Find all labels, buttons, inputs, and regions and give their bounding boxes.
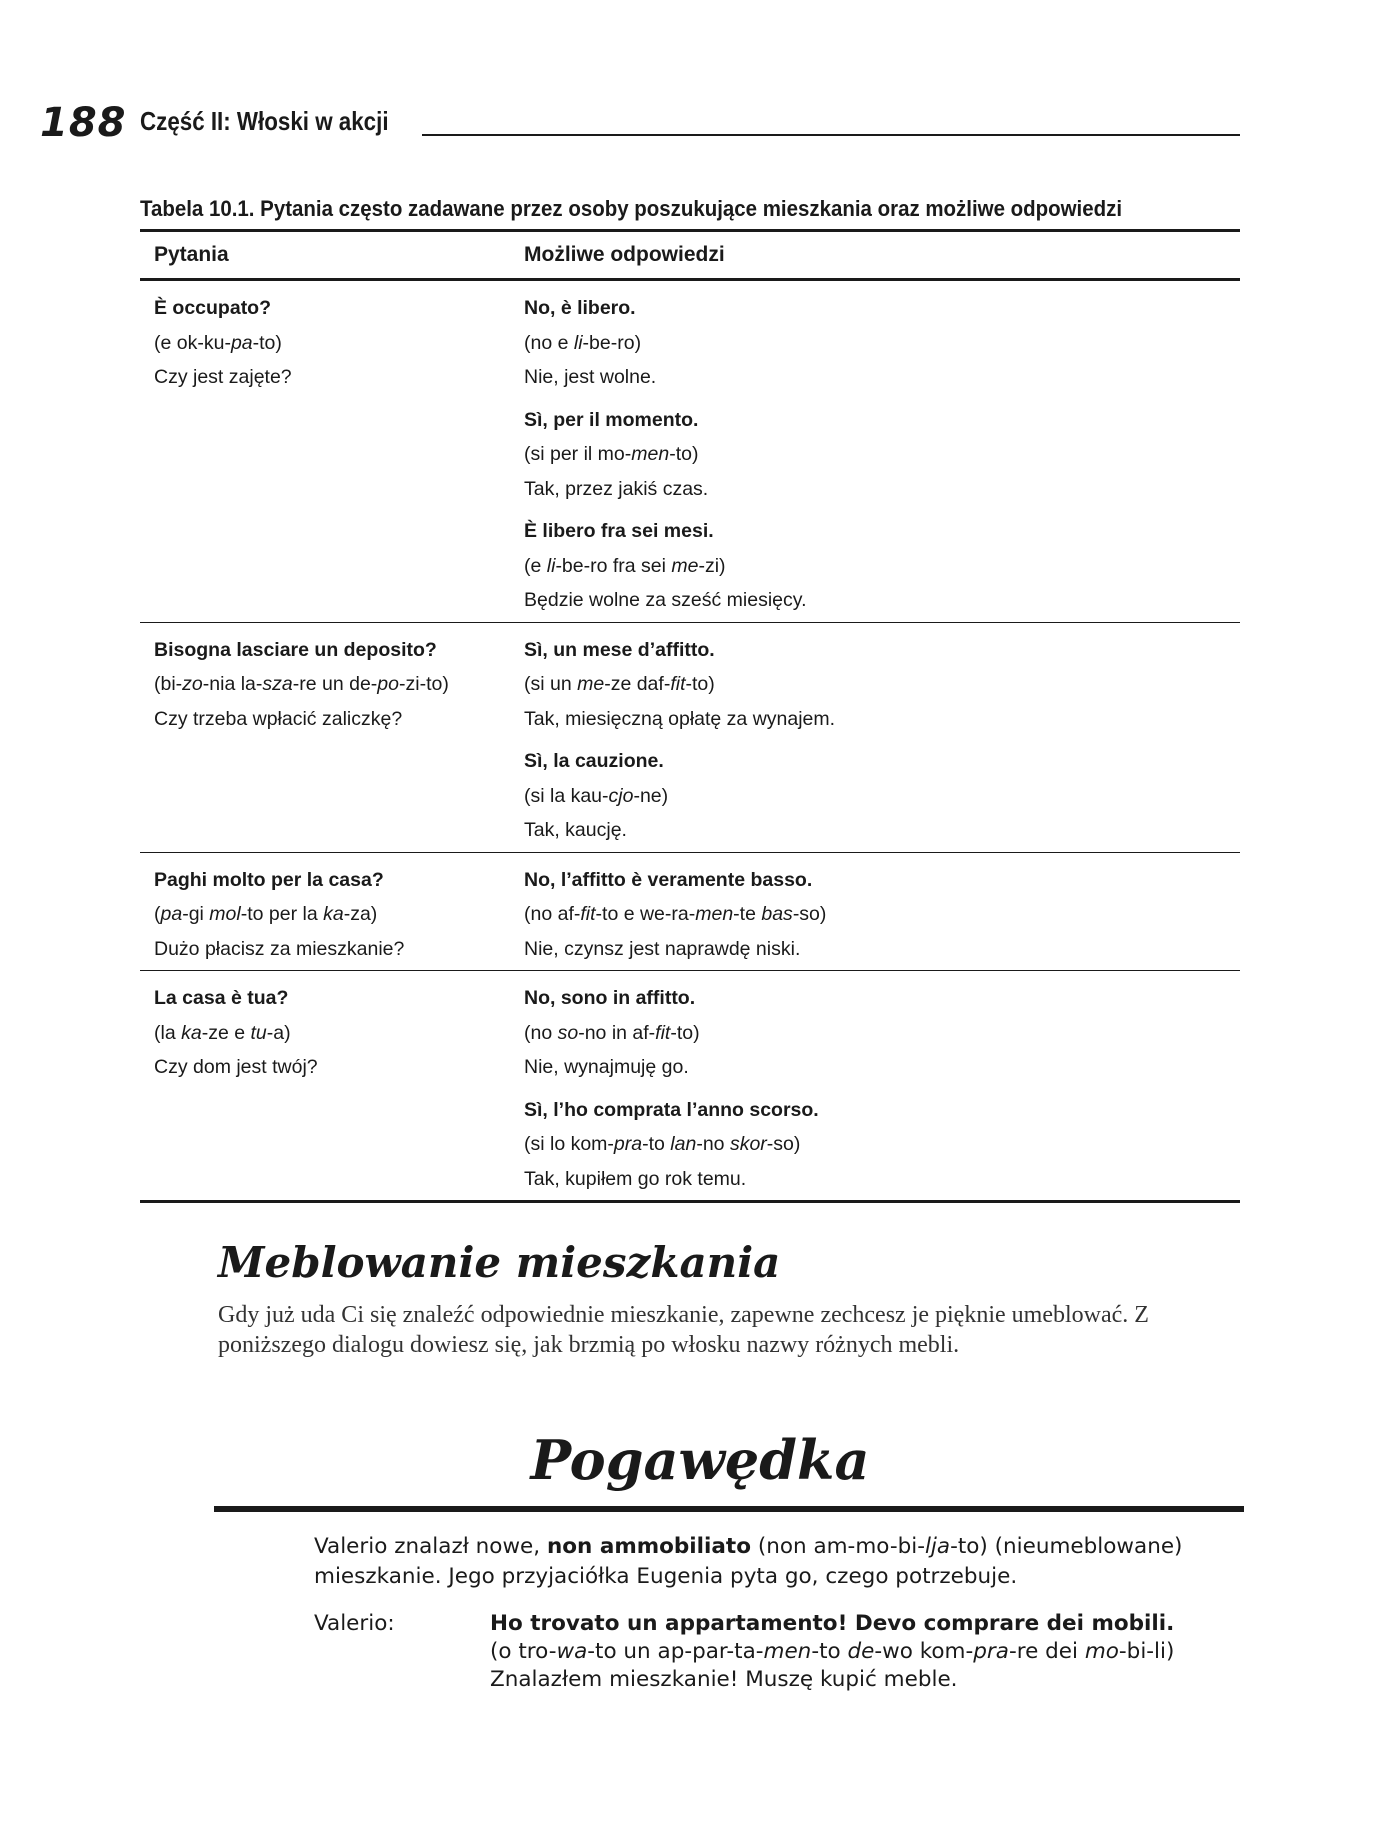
answer — [524, 291, 1240, 395]
pronunciation-segment: (bi- — [154, 673, 183, 695]
answer-italian: Sì, l’ho comprata l’anno scorso. — [524, 1098, 819, 1121]
question-pronunciation — [154, 667, 524, 702]
pronunciation-segment: men — [695, 903, 734, 925]
pronunciation-segment: -bi-li) — [1118, 1639, 1175, 1664]
pronunciation-segment: -zi-to) — [399, 673, 449, 695]
answer-polish: Tak, kaucję. — [524, 819, 627, 841]
pronunciation-segment: -to) — [669, 443, 699, 465]
pronunciation-segment: -zi) — [698, 554, 726, 577]
pronunciation-segment: (no af- — [524, 903, 581, 925]
part-title: Część II: Włoski w akcji — [140, 106, 389, 136]
pronunciation-segment: -to) — [252, 331, 282, 354]
table-row — [140, 971, 1240, 1200]
intro-term: non ammobiliato — [546, 1534, 751, 1559]
pronunciation-segment: pra — [613, 1133, 643, 1155]
header-rule — [422, 134, 1240, 136]
question-italian: Bisogna lasciare un deposito? — [154, 638, 437, 661]
pronunciation-segment: lan — [670, 1133, 697, 1155]
pronunciation-segment: wa — [556, 1639, 588, 1664]
pronunciation-segment: men — [631, 443, 670, 465]
table-caption: Tabela 10.1. Pytania często zadawane przez osoby poszukujące mieszkania oraz możliwe odpowiedzi — [140, 196, 1123, 221]
answers-cell — [524, 291, 1240, 618]
answer — [524, 514, 1240, 618]
answer-italian: È libero fra sei mesi. — [524, 520, 714, 542]
answer — [524, 744, 1240, 848]
answer-italian: Sì, un mese d’affitto. — [524, 638, 715, 661]
dialogue-italian: Ho trovato un appartamento! Devo comprare dei mobili. — [490, 1611, 1175, 1636]
question-cell — [140, 291, 524, 618]
question-italian: Paghi molto per la casa? — [154, 868, 384, 891]
answer-polish: Tak, miesięczną opłatę za wynajem. — [524, 707, 836, 730]
pronunciation-segment: -be-ro) — [582, 331, 642, 354]
question-cell — [140, 863, 524, 967]
pronunciation-segment: (si la kau- — [524, 784, 609, 807]
answer-italian: No, sono in affitto. — [524, 987, 696, 1009]
answer-pronunciation — [524, 1016, 1240, 1051]
question-pronunciation — [154, 897, 524, 932]
pronunciation-segment: -wo kom- — [874, 1639, 974, 1664]
pronunciation-segment: men — [763, 1639, 812, 1664]
section-heading: Meblowanie mieszkania — [218, 1238, 781, 1287]
intro-text-after: (nieumeblowane) mieszkanie. Jego przyjaciółka Eugenia pyta go, czego potrzebuje. — [314, 1534, 1183, 1589]
question-italian: È occupato? — [154, 297, 272, 319]
answer-polish: Nie, czynsz jest naprawdę niski. — [524, 937, 801, 960]
pronunciation-segment: ka — [181, 1021, 202, 1044]
table-body — [140, 281, 1240, 1200]
answer — [524, 403, 1240, 507]
table-row — [140, 281, 1240, 622]
pronunciation-segment: li — [573, 331, 583, 354]
talk-intro — [314, 1532, 1234, 1592]
question-polish: Dużo płacisz za mieszkanie? — [154, 937, 405, 960]
question-polish: Czy trzeba wpłacić zaliczkę? — [154, 707, 403, 730]
pronunciation-segment: -ze e — [201, 1021, 251, 1044]
answers-cell — [524, 981, 1240, 1196]
pronunciation-segment: pa — [230, 331, 253, 354]
question-pronunciation — [154, 326, 524, 361]
talk-heading: Pogawędka — [530, 1428, 870, 1492]
pronunciation-segment: mol — [209, 903, 241, 925]
answer-pronunciation — [524, 897, 1240, 932]
question-italian: La casa è tua? — [154, 987, 289, 1009]
answer-pronunciation — [524, 549, 1240, 584]
pronunciation-segment: me — [577, 673, 605, 695]
pronunciation-segment: (la — [154, 1021, 182, 1044]
pronunciation-segment: lja — [924, 1534, 951, 1559]
table-row — [140, 853, 1240, 971]
pronunciation-segment: -ne) — [633, 784, 669, 807]
pronunciation-segment: (o tro- — [490, 1639, 557, 1664]
answer-polish: Tak, przez jakiś czas. — [524, 477, 709, 500]
table-bottom-rule — [140, 1200, 1240, 1203]
pronunciation-segment: (no e — [524, 331, 574, 354]
pronunciation-segment: cjo — [608, 784, 634, 807]
answer-italian: Sì, la cauzione. — [524, 750, 664, 772]
pronunciation-segment: -to e we-ra- — [595, 903, 696, 925]
pronunciation-segment: fit — [670, 673, 686, 695]
pronunciation-segment: -to) — [685, 673, 715, 695]
pronunciation-segment: -ze daf- — [604, 673, 671, 695]
dialogue-pronunciation — [490, 1638, 1250, 1666]
answer-polish: Nie, jest wolne. — [524, 366, 657, 388]
pronunciation-segment: -so) — [792, 903, 827, 925]
answer-polish: Będzie wolne za sześć miesięcy. — [524, 589, 807, 611]
pronunciation-segment: -za) — [343, 903, 378, 925]
pronunciation-segment: li — [546, 554, 556, 577]
pronunciation-segment: zo — [182, 673, 203, 695]
phrases-table — [140, 229, 1240, 1203]
pronunciation-segment: -to — [811, 1639, 848, 1664]
answer-pronunciation — [524, 779, 1240, 814]
column-header-answers: Możliwe odpowiedzi — [524, 243, 725, 266]
pronunciation-segment: (e — [524, 554, 547, 577]
pronunciation-segment: -a) — [266, 1021, 291, 1044]
pronunciation-segment: tu — [250, 1021, 267, 1044]
pronunciation-segment: -te — [733, 903, 762, 925]
answer-italian: No, l’affitto è veramente basso. — [524, 868, 813, 891]
talk-rule — [214, 1506, 1244, 1512]
pronunciation-segment: -nia la- — [202, 673, 263, 695]
pronunciation-segment: de — [847, 1639, 875, 1664]
answer-pronunciation — [524, 326, 1240, 361]
dialogue-polish: Znalazłem mieszkanie! Muszę kupić meble. — [490, 1667, 958, 1692]
answer-pronunciation — [524, 1127, 1240, 1162]
section-paragraph: Gdy już uda Ci się znaleźć odpowiednie mieszkanie, zapewne zechcesz je pięknie umeblować. Z poniższego dialogu dowiesz się, jak brzmią po włosku nazwy różnych mebli. — [218, 1302, 1149, 1358]
dialogue-line — [490, 1610, 1250, 1694]
pronunciation-segment: -to per la — [240, 903, 324, 925]
pronunciation-segment: -to un ap-par-ta- — [587, 1639, 764, 1664]
question-polish: Czy dom jest twój? — [154, 1056, 318, 1078]
question-polish: Czy jest zajęte? — [154, 366, 292, 388]
answer-pronunciation — [524, 437, 1240, 472]
pronunciation-segment: pa — [160, 903, 183, 925]
pronunciation-segment: -re dei — [1008, 1639, 1085, 1664]
pronunciation-segment: ka — [323, 903, 344, 925]
answer-polish: Nie, wynajmuję go. — [524, 1056, 689, 1078]
question-cell — [140, 633, 524, 848]
pronunciation-segment: -no in af- — [578, 1021, 656, 1044]
pronunciation-segment: sza — [262, 673, 293, 695]
pronunciation-segment: (e ok-ku- — [154, 331, 231, 354]
pronunciation-segment: mo — [1084, 1639, 1119, 1664]
answer — [524, 863, 1240, 967]
pronunciation-segment: pra — [973, 1639, 1009, 1664]
answer-italian: No, è libero. — [524, 297, 636, 319]
table-row — [140, 623, 1240, 852]
answers-cell — [524, 633, 1240, 848]
pronunciation-segment: ( — [154, 903, 161, 925]
question-cell — [140, 981, 524, 1196]
pronunciation-segment: -no — [696, 1133, 730, 1155]
dialogue-speaker: Valerio: — [314, 1611, 395, 1636]
answer — [524, 981, 1240, 1085]
answer — [524, 633, 1240, 737]
pronunciation-segment: (no — [524, 1021, 558, 1044]
pronunciation-segment: po — [377, 673, 399, 695]
pronunciation-segment: -so) — [766, 1133, 801, 1155]
column-header-questions: Pytania — [154, 243, 229, 266]
pronunciation-segment: skor — [729, 1133, 767, 1155]
pronunciation-segment: -to) — [670, 1021, 700, 1044]
pronunciation-segment: -gi — [182, 903, 210, 925]
answer — [524, 1093, 1240, 1197]
pronunciation-segment: (si un — [524, 673, 578, 695]
pronunciation-segment: (non am-mo-bi- — [757, 1534, 925, 1559]
page-number: 188 — [40, 100, 127, 146]
answer-polish: Tak, kupiłem go rok temu. — [524, 1167, 747, 1190]
pronunciation-segment: bas — [761, 903, 793, 925]
answer-pronunciation — [524, 667, 1240, 702]
pronunciation-segment: -to — [642, 1133, 671, 1155]
answer-italian: Sì, per il momento. — [524, 408, 699, 431]
answers-cell — [524, 863, 1240, 967]
pronunciation-segment: fit — [580, 903, 596, 925]
pronunciation-segment: so — [557, 1021, 579, 1044]
pronunciation-segment: -re un de- — [292, 673, 378, 695]
intro-text: Valerio znalazł nowe, — [314, 1534, 547, 1559]
question-pronunciation — [154, 1016, 524, 1051]
intro-pronunciation — [758, 1534, 988, 1559]
pronunciation-segment: (si lo kom- — [524, 1133, 614, 1155]
pronunciation-segment: me — [671, 554, 699, 577]
pronunciation-segment: fit — [655, 1021, 671, 1044]
page-header — [40, 100, 1240, 146]
table-header-row — [140, 232, 1240, 278]
pronunciation-segment: -be-ro fra sei — [555, 554, 672, 577]
pronunciation-segment: -to) — [950, 1534, 988, 1559]
pronunciation-segment: (si per il mo- — [524, 443, 632, 465]
